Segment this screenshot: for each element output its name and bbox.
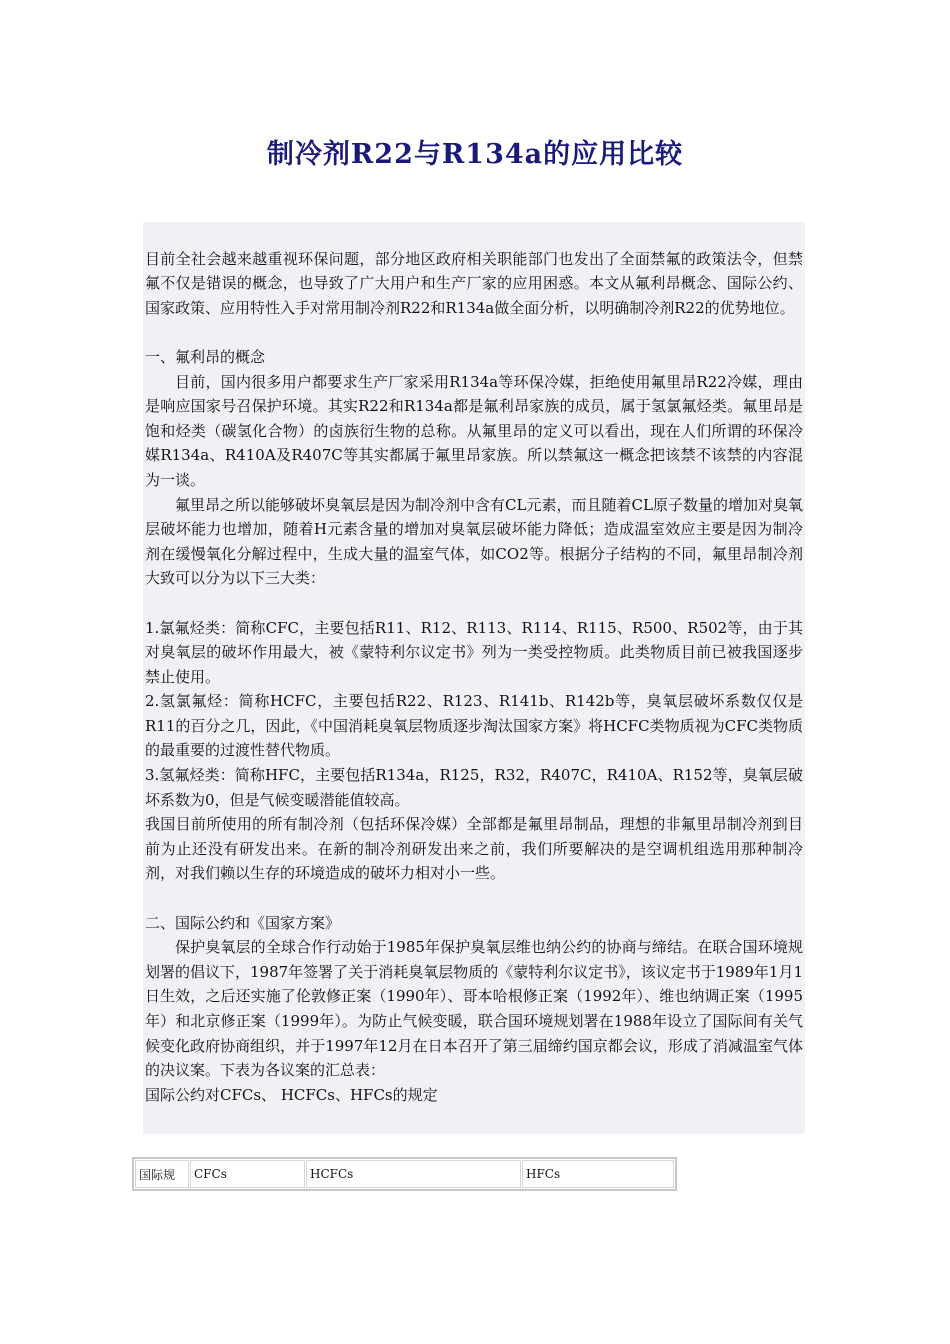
page-title: 制冷剂R22与R134a的应用比较 <box>266 139 684 170</box>
list-item: 1.氯氟烃类：简称CFC，主要包括R11、R12、R113、R114、R115、R500、R502等，由于其对臭氧层的破坏作用最大，被《蒙特利尔议定书》列为一类受控物质。此类物质目前已被我国逐步禁止使用。 <box>145 618 803 686</box>
table-row <box>135 1160 674 1188</box>
table-header-cell: HCFCs <box>306 1160 521 1188</box>
section-heading-freon: 一、氟利昂的概念 <box>145 347 266 366</box>
intro-paragraph: 目前全社会越来越重视环保问题，部分地区政府相关职能部门也发出了全面禁氟的政策法令，但禁氟不仅是错误的概念，也导致了广大用户和生产厂家的应用困惑。本文从氟利昂概念、国际公约、国家政策、应用特性入手对常用制冷剂R22和R134a做全面分析，以明确制冷剂R22的优势地位。 <box>145 249 803 317</box>
paragraph: 氟里昂之所以能够破坏臭氧层是因为制冷剂中含有CL元素，而且随着CL原子数量的增加对臭氧层破坏能力也增加，随着H元素含量的增加对臭氧层破坏能力降低；造成温室效应主要是因为制冷剂在缓慢氧化分解过程中，生成大量的温室气体，如CO2等。根据分子结构的不同，氟里昂制冷剂大致可以分为以下三大类： <box>145 495 803 588</box>
table-header-cell: CFCs <box>190 1160 305 1188</box>
list-item: 3.氢氟烃类：简称HFC，主要包括R134a，R125，R32，R407C，R410A、R152等，臭氧层破坏系数为0，但是气候变暖潜能值较高。 <box>145 766 803 809</box>
regulation-table <box>132 1157 677 1191</box>
paragraph: 保护臭氧层的全球合作行动始于1985年保护臭氧层维也纳公约的协商与缔结。在联合国环境规划署的倡议下，1987年签署了关于消耗臭氧层物质的《蒙特利尔议定书》，该议定书于1989年1月1日生效，之后还实施了伦敦修正案（1990年）、哥本哈根修正案（1992年）、维也纳调正案（1995年）和北京修正案（1999年）。为防止气候变暖，联合国环境规划署在1988年设立了国际间有关气候变化政府协商组织，并于1997年12月在日本召开了第三届缔约国京都会议，形成了消减温室气体的决议案。下表为各议案的汇总表： <box>145 938 803 1080</box>
article-body <box>143 222 805 1134</box>
paragraph: 我国目前所使用的所有制冷剂（包括环保冷媒）全部都是氟里昂制品，理想的非氟里昂制冷剂到目前为止还没有研发出来。在新的制冷剂研发出来之前，我们所要解决的是空调机组选用那种制冷剂，对我们赖以生存的环境造成的破坏力相对小一些。 <box>145 815 803 883</box>
section-heading-conventions: 二、国际公约和《国家方案》 <box>145 913 341 932</box>
table-header-cell: 国际规 <box>135 1160 189 1188</box>
list-item: 2.氢氯氟烃：简称HCFC，主要包括R22、R123、R141b、R142b等，臭氧层破坏系数仅仅是R11的百分之几，因此，《中国消耗臭氧层物质逐步淘汰国家方案》将HCFC类物质视为CFC类物质的最重要的过渡性替代物质。 <box>145 692 803 760</box>
table-caption: 国际公约对CFCs、 HCFCs、HFCs的规定 <box>145 1085 438 1104</box>
table-header-cell: HFCs <box>522 1160 674 1188</box>
regulation-table-grid <box>134 1159 675 1189</box>
paragraph: 目前，国内很多用户都要求生产厂家采用R134a等环保冷媒，拒绝使用氟里昂R22冷媒，理由是响应国家号召保护环境。其实R22和R134a都是氟利昂家族的成员，属于氢氯氟烃类。氟里昂是饱和烃类（碳氢化合物）的卤族衍生物的总称。从氟里昂的定义可以看出，现在人们所谓的环保冷媒R134a、R410A及R407C等其实都属于氟里昂家族。所以禁氟这一概念把该禁不该禁的内容混为一谈。 <box>145 372 803 489</box>
